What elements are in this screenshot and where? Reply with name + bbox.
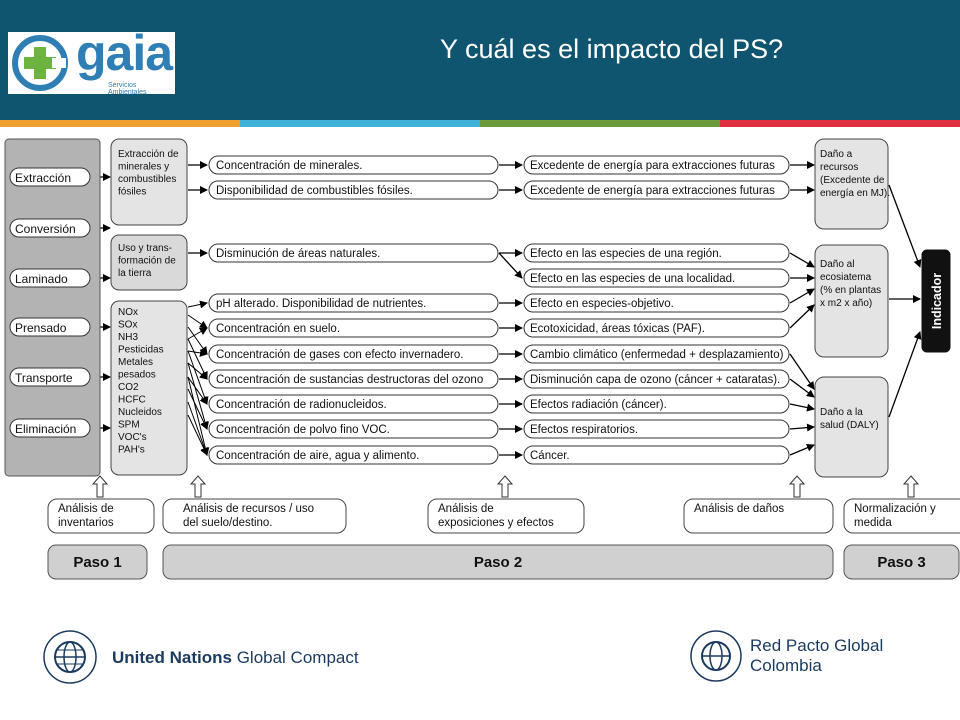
hollow-up-arrow bbox=[191, 476, 205, 497]
effect-label: Cambio climático (enfermedad + desplazamiento) bbox=[530, 349, 784, 361]
input-group-line: combustibles bbox=[118, 174, 177, 185]
input-group-line: la tierra bbox=[118, 268, 152, 279]
hollow-up-arrow bbox=[498, 476, 512, 497]
global-compact-seal-icon bbox=[40, 628, 100, 686]
red-pacto-text bbox=[750, 636, 883, 676]
analysis-line: del suelo/destino. bbox=[183, 517, 273, 529]
stripe-green bbox=[480, 120, 720, 127]
analysis-line: medida bbox=[854, 517, 892, 529]
stripe-blue bbox=[240, 120, 480, 127]
indicator-label: Indicador bbox=[930, 272, 944, 330]
red-pacto-line1: Red Pacto Global bbox=[750, 636, 884, 655]
un-global-compact-logo bbox=[40, 628, 370, 686]
logo-subtext: Servicios Ambientales bbox=[108, 82, 147, 96]
damage-indicator-arrow bbox=[889, 332, 920, 417]
gaia-logo bbox=[8, 25, 175, 96]
midpoint-label: Concentración de polvo fino VOC. bbox=[216, 424, 390, 436]
effect-damage-arrow bbox=[790, 404, 814, 409]
emission-fan-arrow bbox=[188, 315, 207, 328]
red-pacto-seal-icon bbox=[688, 628, 744, 684]
effect-label: Disminución capa de ozono (cáncer + cataratas). bbox=[530, 374, 781, 386]
damage-line: Daño a la bbox=[820, 407, 863, 418]
effect-label: Excedente de energía para extracciones futuras bbox=[530, 160, 775, 172]
effect-label: Cáncer. bbox=[530, 450, 570, 462]
effect-damage-arrow bbox=[790, 427, 814, 429]
red-pacto-logo bbox=[688, 628, 918, 686]
input-group-line: Uso y trans- bbox=[118, 243, 172, 254]
step-label: Paso 2 bbox=[473, 554, 523, 571]
input-group-line: VOC's bbox=[118, 432, 147, 443]
midpoint-label: Concentración de gases con efecto invernadero. bbox=[216, 349, 464, 361]
un-global-compact-text bbox=[112, 648, 359, 668]
impact-diagram bbox=[0, 127, 960, 627]
damage-line: ecosiatema bbox=[820, 272, 872, 283]
input-group-line: Nucleidos bbox=[118, 407, 162, 418]
input-group-line: pesados bbox=[118, 369, 156, 381]
analysis-line: Análisis de daños bbox=[694, 503, 785, 515]
midpoint-label: Concentración de sustancias destructoras del ozono bbox=[216, 374, 484, 386]
midpoint-label: Concentración de aire, agua y alimento. bbox=[216, 450, 420, 462]
emission-fan-arrow bbox=[188, 327, 207, 354]
input-group-line: formación de bbox=[118, 255, 176, 267]
emission-fan-arrow bbox=[188, 377, 207, 455]
effect-label: Ecotoxicidad, áreas tóxicas (PAF). bbox=[530, 323, 705, 335]
effect-damage-arrow bbox=[790, 289, 814, 303]
effect-label: Efecto en las especies de una localidad. bbox=[530, 273, 736, 285]
emission-fan-arrow bbox=[188, 415, 207, 455]
logo-word: gaia bbox=[76, 25, 173, 81]
un-bold-text: United Nations bbox=[112, 648, 232, 667]
effect-damage-arrow bbox=[790, 379, 814, 397]
midpoint-label: Concentración de minerales. bbox=[216, 160, 363, 172]
emission-fan-arrow bbox=[188, 328, 207, 339]
damage-line: (% en plantas bbox=[820, 285, 882, 296]
effect-damage-arrow bbox=[790, 305, 814, 328]
effect-label: Efecto en las especies de una región. bbox=[530, 248, 722, 260]
effect-damage-arrow bbox=[790, 253, 814, 267]
emission-fan-arrow bbox=[188, 351, 207, 354]
damage-line: x m2 x año) bbox=[820, 298, 873, 309]
damage-line: salud (DALY) bbox=[820, 420, 879, 431]
hollow-up-arrow bbox=[790, 476, 804, 497]
damage-line: recursos bbox=[820, 162, 859, 173]
un-rest-text: Global Compact bbox=[236, 648, 359, 667]
effect-damage-arrow bbox=[790, 445, 814, 455]
input-group-line: Metales bbox=[118, 357, 154, 368]
stripe-red bbox=[720, 120, 960, 127]
stage-label: Conversión bbox=[15, 222, 76, 236]
stage-label: Prensado bbox=[15, 321, 67, 335]
midpoint-label: Concentración en suelo. bbox=[216, 323, 341, 335]
midpoint-label: Disminución de áreas naturales. bbox=[216, 248, 381, 260]
hollow-up-arrow bbox=[93, 476, 107, 497]
damage-line: Daño a bbox=[820, 149, 853, 160]
damage-line: energía en MJ). bbox=[820, 188, 891, 199]
effect-damage-arrow bbox=[790, 354, 814, 389]
analysis-line: Normalización y bbox=[854, 503, 936, 515]
input-group-line: minerales y bbox=[118, 161, 170, 173]
analysis-line: Análisis de recursos / uso bbox=[183, 503, 315, 515]
damage-line: (Excedente de bbox=[820, 175, 885, 186]
stage-label: Laminado bbox=[15, 272, 68, 286]
damage-indicator-arrow bbox=[889, 185, 920, 267]
gaia-cross-icon bbox=[8, 32, 72, 94]
input-group-line: NOx bbox=[118, 307, 138, 318]
input-group-line: HCFC bbox=[118, 394, 146, 406]
input-group-line: CO2 bbox=[118, 382, 139, 393]
input-group-line: PAH's bbox=[118, 444, 145, 456]
input-group-line: SOx bbox=[118, 319, 138, 331]
stage-label: Eliminación bbox=[15, 422, 77, 436]
damage-line: Daño al bbox=[820, 259, 855, 270]
input-group-line: fósiles bbox=[118, 186, 147, 198]
input-group-line: NH3 bbox=[118, 332, 139, 343]
effect-label: Excedente de energía para extracciones futuras bbox=[530, 185, 775, 197]
analysis-line: Análisis de bbox=[58, 503, 114, 515]
analysis-line: Análisis de bbox=[438, 503, 494, 515]
analysis-line: exposiciones y efectos bbox=[438, 517, 554, 529]
input-group-line: SPM bbox=[118, 419, 140, 431]
input-group-line: Extracción de bbox=[118, 149, 179, 160]
stage-label: Transporte bbox=[15, 371, 73, 385]
effect-label: Efectos radiación (cáncer). bbox=[530, 399, 667, 411]
midpoint-label: Disponibilidad de combustibles fósiles. bbox=[216, 185, 413, 197]
step-label: Paso 1 bbox=[73, 554, 122, 571]
emission-fan-arrow bbox=[188, 303, 207, 307]
stage-label: Extracción bbox=[15, 171, 72, 185]
step-label: Paso 3 bbox=[877, 554, 926, 571]
midpoint-label: pH alterado. Disponibilidad de nutrientes. bbox=[216, 298, 427, 310]
page-title: Y cuál es el impacto del PS? bbox=[440, 34, 784, 64]
hollow-up-arrow bbox=[904, 476, 918, 497]
effect-label: Efectos respiratorios. bbox=[530, 424, 639, 436]
red-pacto-line2: Colombia bbox=[750, 656, 822, 675]
stripe-orange bbox=[0, 120, 240, 127]
midpoint-label: Concentración de radionucleidos. bbox=[216, 399, 387, 411]
input-group-line: Pesticidas bbox=[118, 344, 164, 356]
midpoint-effect-arrow bbox=[499, 253, 522, 278]
effect-label: Efecto en especies-objetivo. bbox=[530, 298, 674, 310]
header-bar bbox=[0, 0, 960, 120]
analysis-line: inventarios bbox=[58, 517, 114, 529]
